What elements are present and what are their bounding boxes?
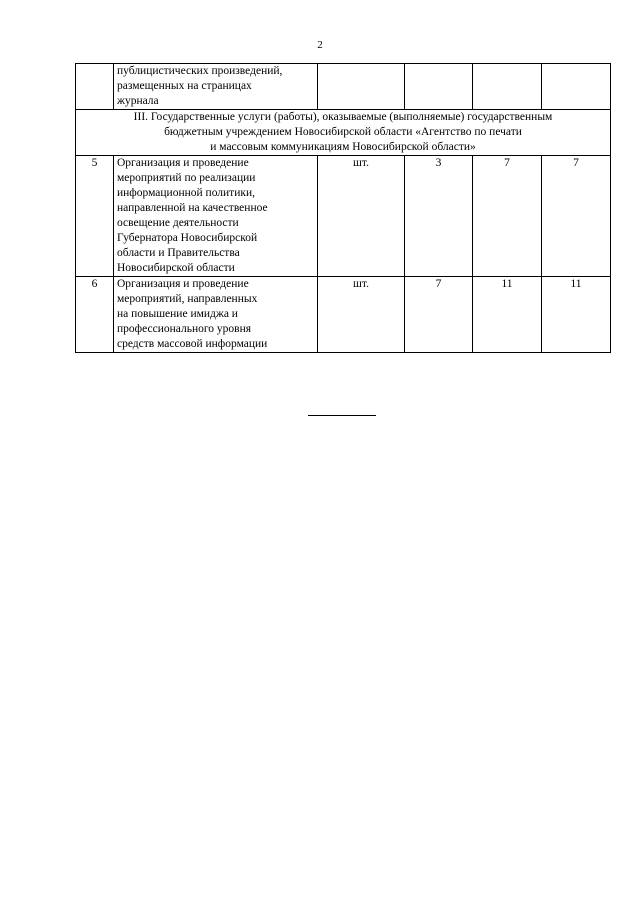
row-number-cell [76, 64, 114, 110]
unit-cell [318, 64, 405, 110]
table-row [76, 277, 611, 353]
table-row [76, 156, 611, 277]
service-name-cell [114, 156, 318, 277]
service-name: Организация и проведение мероприятий по реализации информационной политики, направленной на качественное освещение деятельности Губернатора Новосибирской области и Правительства Новосибирской области [117, 157, 268, 274]
value-cell-1 [405, 64, 473, 110]
end-divider-line [308, 415, 376, 416]
section-header-row [76, 110, 611, 156]
value-cell-2: 11 [473, 277, 542, 353]
page-number: 2 [317, 39, 323, 51]
section-title-cell [76, 110, 611, 156]
value-cell-3 [542, 64, 611, 110]
table-row-continuation [76, 64, 611, 110]
services-table [75, 63, 611, 353]
value-cell-1: 3 [405, 156, 473, 277]
row-number-cell: 6 [76, 277, 114, 353]
service-name: публицистических произведений, размещенных на страницах журнала [117, 65, 283, 107]
row-number-cell: 5 [76, 156, 114, 277]
unit-cell: шт. [318, 156, 405, 277]
service-name-cell [114, 64, 318, 110]
value-cell-3: 7 [542, 156, 611, 277]
service-name-cell [114, 277, 318, 353]
service-name: Организация и проведение мероприятий, направленных на повышение имиджа и профессионального уровня средств массовой информации [117, 278, 268, 350]
value-cell-3: 11 [542, 277, 611, 353]
value-cell-1: 7 [405, 277, 473, 353]
section-title: III. Государственные услуги (работы), оказываемые (выполняемые) государственным бюджетным учреждением Новосибирской области «Агентство по печати и массовым коммуникациям Новосибирской области» [133, 111, 553, 153]
unit-cell: шт. [318, 277, 405, 353]
value-cell-2 [473, 64, 542, 110]
value-cell-2: 7 [473, 156, 542, 277]
